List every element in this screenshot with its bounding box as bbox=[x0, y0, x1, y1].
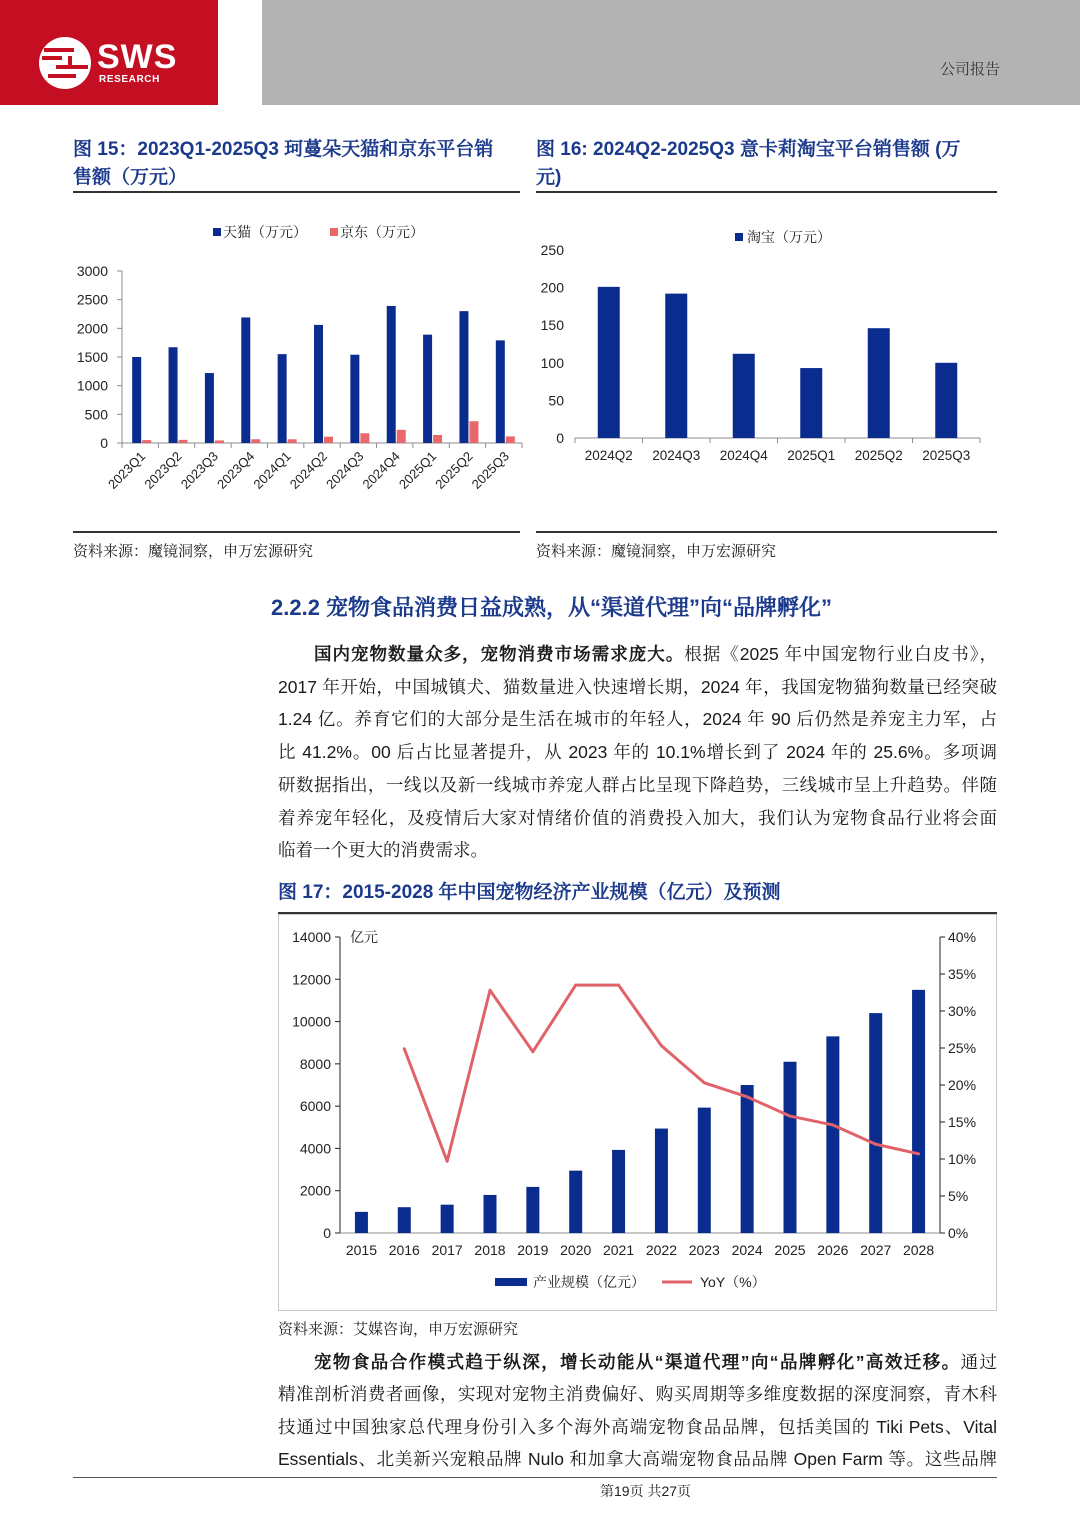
bar-jd bbox=[288, 439, 297, 443]
bar-taobao bbox=[598, 287, 620, 438]
bar-industry-scale bbox=[484, 1195, 497, 1233]
bar-tmall bbox=[205, 373, 214, 443]
x-tick-label: 2020 bbox=[560, 1242, 592, 1258]
bar-industry-scale bbox=[698, 1108, 711, 1233]
bar-tmall bbox=[278, 354, 287, 443]
x-tick-label: 2024 bbox=[731, 1242, 763, 1258]
x-tick-label: 2027 bbox=[860, 1242, 892, 1258]
bar-industry-scale bbox=[526, 1187, 539, 1233]
bar-industry-scale bbox=[612, 1150, 625, 1233]
x-tick-label: 2024Q2 bbox=[584, 448, 633, 463]
y-tick-label: 2500 bbox=[76, 291, 108, 308]
paragraph1-line: 研数据指出，一线以及新一线城市养宠人群占比呈现下降趋势，三线城市呈上升趋势。伴随 bbox=[278, 774, 997, 795]
figure17-title: 图 17：2015-2028 年中国宠物经济产业规模（亿元）及预测 bbox=[278, 882, 781, 903]
paragraph2-text: 通过 bbox=[960, 1352, 997, 1372]
y-tick-label: 1000 bbox=[76, 377, 108, 394]
header-gray-bar bbox=[262, 0, 1080, 105]
yoy-point bbox=[746, 1095, 749, 1098]
bar-taobao bbox=[935, 363, 957, 438]
yoy-point bbox=[917, 1152, 920, 1155]
figure16-source: 资料来源：魔镜洞察，申万宏源研究 bbox=[536, 543, 777, 560]
figure15-title-rule bbox=[73, 191, 520, 193]
x-tick-label: 2025Q2 bbox=[432, 448, 476, 492]
legend-swatch-industry-scale bbox=[495, 1278, 527, 1286]
paragraph2-line: Essentials、北美新兴宠粮品牌 Nulo 和加拿大高端宠物食品品牌 Open Farm 等。这些品牌 bbox=[278, 1449, 997, 1469]
yoy-point bbox=[531, 1050, 534, 1053]
bar-industry-scale bbox=[355, 1212, 368, 1233]
x-tick-label: 2025Q3 bbox=[922, 448, 971, 463]
figure15-bottom-rule bbox=[73, 531, 520, 533]
bar-industry-scale bbox=[655, 1129, 668, 1233]
x-tick-label: 2026 bbox=[817, 1242, 849, 1258]
paragraph2-lead: 宠物食品合作模式趋于纵深，增长动能从“渠道代理”向“品牌孵化”高效迁移。 bbox=[314, 1352, 961, 1372]
x-tick-label: 2023Q4 bbox=[214, 448, 258, 492]
bar-tmall bbox=[350, 355, 359, 443]
x-tick-label: 2021 bbox=[602, 1242, 635, 1258]
paragraph1-line: 2017 年开始，中国城镇犬、猫数量进入快速增长期，2024 年，我国宠物猫狗数量已经突破 bbox=[278, 676, 997, 697]
paragraph1-text: 根据《2025 年中国宠物行业白皮书》， bbox=[684, 644, 997, 664]
y-tick-label: 50 bbox=[548, 392, 564, 409]
paragraph1-line: 临着一个更大的消费需求。 bbox=[278, 840, 488, 861]
bar-taobao bbox=[665, 294, 687, 438]
bar-industry-scale bbox=[869, 1013, 882, 1233]
y-tick-label: 4000 bbox=[299, 1140, 331, 1157]
bar-industry-scale bbox=[398, 1207, 411, 1233]
sws-logo-icon bbox=[38, 36, 92, 90]
x-tick-label: 2025Q3 bbox=[468, 448, 512, 492]
yoy-point bbox=[703, 1081, 706, 1084]
x-tick-label: 2023 bbox=[688, 1242, 720, 1258]
y2-tick-label: 10% bbox=[948, 1151, 977, 1167]
x-tick-label: 2023Q3 bbox=[177, 448, 222, 492]
bar-tmall bbox=[459, 311, 468, 443]
y2-tick-label: 40% bbox=[948, 929, 977, 945]
yoy-point bbox=[403, 1047, 406, 1050]
y-tick-label: 6000 bbox=[299, 1098, 331, 1115]
y-tick-label: 150 bbox=[540, 317, 564, 334]
bar-industry-scale bbox=[826, 1036, 839, 1233]
paragraph1-line bbox=[278, 638, 997, 671]
legend-swatch-tmall bbox=[213, 228, 221, 236]
bar-industry-scale bbox=[441, 1205, 454, 1233]
y-tick-label: 0 bbox=[323, 1225, 331, 1241]
logo-wordmark: SWS bbox=[97, 38, 178, 76]
bar-tmall bbox=[241, 317, 250, 443]
bar-tmall bbox=[423, 335, 432, 443]
x-tick-label: 2025Q1 bbox=[787, 448, 836, 463]
y2-tick-label: 20% bbox=[948, 1077, 977, 1093]
y-tick-label: 1500 bbox=[76, 349, 108, 365]
y-tick-label: 250 bbox=[540, 242, 564, 258]
yoy-point bbox=[660, 1044, 663, 1047]
figure16-title-line2: 元) bbox=[536, 167, 562, 188]
taobao-sales-chart bbox=[536, 200, 997, 525]
footer-rule bbox=[73, 1477, 997, 1478]
paragraph1-line: 着养宠年轻化，及疫情后大家对情绪价值的消费投入加大，我们认为宠物食品行业将会面 bbox=[278, 807, 997, 828]
x-tick-label: 2024Q4 bbox=[719, 448, 768, 463]
y-tick-label: 14000 bbox=[292, 929, 331, 945]
x-tick-label: 2022 bbox=[645, 1242, 678, 1258]
x-tick-label: 2023Q1 bbox=[104, 448, 149, 492]
bar-tmall bbox=[314, 325, 323, 443]
x-tick-label: 2024Q4 bbox=[359, 448, 403, 492]
figure16-title-rule bbox=[536, 191, 997, 193]
figure15-source: 资料来源：魔镜洞察，申万宏源研究 bbox=[73, 543, 314, 560]
figure16-bottom-rule bbox=[536, 531, 997, 533]
x-tick-label: 2017 bbox=[431, 1242, 463, 1258]
y-tick-label: 3000 bbox=[76, 263, 108, 279]
bar-industry-scale bbox=[912, 990, 925, 1233]
paragraph1-line: 比 41.2%。00 后占比显著提升，从 2023 年的 10.1%增长到了 2024 年的 25.6%。多项调 bbox=[278, 742, 997, 763]
y-tick-label: 10000 bbox=[292, 1013, 331, 1030]
y-tick-label: 0 bbox=[100, 435, 108, 451]
y-tick-label: 12000 bbox=[292, 971, 331, 988]
pet-economy-scale-chart bbox=[279, 915, 996, 1309]
x-tick-label: 2016 bbox=[388, 1242, 420, 1258]
bar-industry-scale bbox=[569, 1171, 582, 1233]
bar-tmall bbox=[132, 357, 141, 443]
paragraph1-line: 1.24 亿。养育它们的大部分是生活在城市的年轻人，2024 年 90 后仍然是养宠主力军，占 bbox=[278, 709, 997, 730]
yoy-point bbox=[831, 1123, 834, 1126]
figure17-source: 资料来源：艾媒咨询，申万宏源研究 bbox=[278, 1321, 519, 1338]
bar-jd bbox=[251, 439, 260, 443]
y-axis-unit-label: 亿元 bbox=[350, 929, 378, 945]
bar-jd bbox=[469, 421, 478, 443]
legend-label-taobao: 淘宝（万元） bbox=[747, 229, 831, 245]
y2-tick-label: 15% bbox=[948, 1114, 977, 1130]
bar-industry-scale bbox=[741, 1085, 754, 1233]
tmall-jd-sales-chart bbox=[73, 200, 523, 525]
report-type-label: 公司报告 bbox=[940, 61, 1001, 78]
logo-subtitle: RESEARCH bbox=[99, 74, 160, 85]
bar-jd bbox=[433, 435, 442, 443]
figure15-title-line2: 售额（万元） bbox=[73, 167, 188, 188]
bar-jd bbox=[397, 430, 406, 443]
bar-taobao bbox=[800, 368, 822, 438]
bar-industry-scale bbox=[784, 1062, 797, 1233]
bar-jd bbox=[506, 436, 515, 443]
x-tick-label: 2024Q2 bbox=[286, 448, 331, 492]
paragraph2-line: 技通过中国独家总代理身份引入多个海外高端宠物食品品牌，包括美国的 Tiki Pets、Vital bbox=[278, 1416, 997, 1437]
x-tick-label: 2025Q2 bbox=[854, 448, 903, 463]
x-tick-label: 2024Q3 bbox=[652, 448, 701, 463]
y-tick-label: 200 bbox=[540, 279, 564, 296]
y2-tick-label: 25% bbox=[948, 1040, 977, 1056]
bar-jd bbox=[324, 437, 333, 443]
x-tick-label: 2015 bbox=[345, 1242, 378, 1258]
section-heading: 2.2.2 宠物食品消费日益成熟，从“渠道代理”向“品牌孵化” bbox=[271, 595, 833, 620]
x-tick-label: 2023Q2 bbox=[141, 448, 185, 492]
bar-tmall bbox=[169, 347, 178, 443]
y-tick-label: 2000 bbox=[76, 320, 108, 337]
bar-jd bbox=[215, 440, 224, 443]
y2-tick-label: 5% bbox=[948, 1188, 969, 1204]
figure17-title-rule bbox=[278, 912, 997, 914]
paragraph2-line: 精准剖析消费者画像，实现对宠物主消费偏好、购买周期等多维度数据的深度洞察，青木科 bbox=[278, 1384, 997, 1405]
legend-label-industry-scale: 产业规模（亿元） bbox=[533, 1274, 645, 1290]
yoy-point bbox=[874, 1143, 877, 1146]
yoy-point bbox=[446, 1160, 449, 1163]
bar-taobao bbox=[733, 354, 755, 438]
yoy-point bbox=[617, 984, 620, 987]
x-tick-label: 2019 bbox=[517, 1242, 549, 1258]
x-tick-label: 2018 bbox=[474, 1242, 506, 1258]
yoy-point bbox=[489, 989, 492, 992]
legend-swatch-jd bbox=[330, 228, 338, 236]
y2-tick-label: 0% bbox=[948, 1225, 969, 1241]
legend-label-tmall: 天猫（万元） bbox=[223, 224, 307, 240]
x-tick-label: 2024Q1 bbox=[250, 448, 294, 492]
legend-swatch-taobao bbox=[735, 233, 743, 241]
x-tick-label: 2025Q1 bbox=[395, 448, 440, 492]
figure16-title-line1: 图 16: 2024Q2-2025Q3 意卡莉淘宝平台销售额 (万 bbox=[536, 139, 961, 160]
x-tick-label: 2025 bbox=[774, 1242, 806, 1258]
paragraph1-lead: 国内宠物数量众多，宠物消费市场需求庞大。 bbox=[314, 644, 685, 664]
y-tick-label: 500 bbox=[84, 406, 108, 423]
y2-tick-label: 35% bbox=[948, 966, 977, 982]
bar-jd bbox=[360, 433, 369, 443]
y-tick-label: 0 bbox=[556, 430, 564, 446]
x-tick-label: 2028 bbox=[902, 1242, 935, 1258]
y-tick-label: 100 bbox=[540, 354, 564, 371]
bar-taobao bbox=[868, 328, 890, 438]
bar-tmall bbox=[496, 340, 505, 443]
yoy-point bbox=[574, 984, 577, 987]
bar-tmall bbox=[387, 306, 396, 443]
bar-jd bbox=[142, 440, 151, 443]
x-tick-label: 2024Q3 bbox=[323, 448, 367, 492]
figure15-title-line1: 图 15：2023Q1-2025Q3 珂蔓朵天猫和京东平台销 bbox=[73, 139, 494, 160]
legend-label-yoy: YoY（%） bbox=[700, 1274, 766, 1290]
y2-tick-label: 30% bbox=[948, 1003, 977, 1019]
paragraph2-line bbox=[278, 1346, 997, 1379]
bar-jd bbox=[179, 440, 188, 443]
y-tick-label: 2000 bbox=[299, 1182, 331, 1199]
legend-label-jd: 京东（万元） bbox=[340, 224, 424, 240]
y-tick-label: 8000 bbox=[299, 1055, 331, 1072]
page-number: 第19页 共27页 bbox=[600, 1483, 692, 1499]
yoy-point bbox=[789, 1115, 792, 1118]
